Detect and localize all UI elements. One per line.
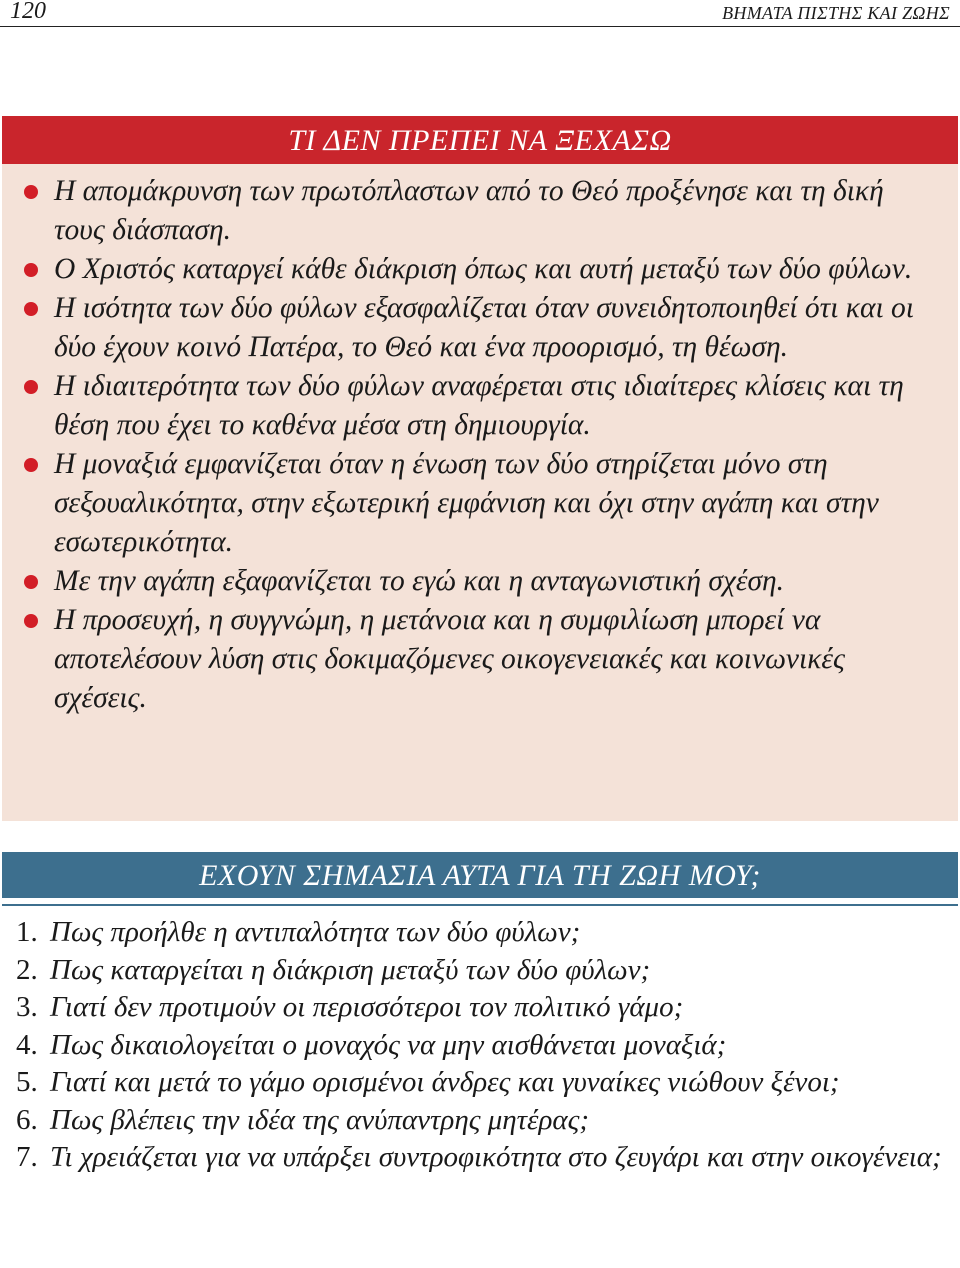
page-number: 120: [10, 0, 46, 24]
remember-item: [2, 289, 958, 367]
question-text: Τι χρειάζεται για να υπάρξει συντροφικότητα στο ζευγάρι και στην οικογένεια;: [50, 1141, 942, 1173]
bullet-dot-icon: [24, 380, 38, 394]
remember-item: [2, 172, 958, 250]
question-number: 6.: [16, 1103, 38, 1136]
question-text: Πως βλέπεις την ιδέα της ανύπαντρης μητέρας;: [50, 1103, 590, 1136]
bullet-dot-icon: [24, 614, 38, 628]
question-item: [0, 989, 960, 1027]
remember-box: [2, 116, 958, 821]
remember-item-text: Η προσευχή, η συγγνώμη, η μετάνοια και η συμφιλίωση μπορεί να αποτελέσουν λύση στις δοκιμαζόμενες οικογενειακές και κοινωνικές σχέσεις.: [54, 604, 845, 714]
bullet-dot-icon: [24, 263, 38, 277]
question-item: [0, 1064, 960, 1102]
questions-title: ΕΧΟΥΝ ΣΗΜΑΣΙΑ ΑΥΤΑ ΓΙΑ ΤΗ ΖΩΗ ΜΟΥ;: [2, 852, 958, 898]
question-number: 1.: [16, 916, 38, 948]
questions-divider: [2, 904, 958, 906]
question-number: 4.: [16, 1028, 38, 1061]
question-text: Πως καταργείται η διάκριση μεταξύ των δύο φύλων;: [50, 953, 651, 986]
question-item: [0, 914, 960, 952]
remember-item: [2, 601, 958, 718]
bullet-dot-icon: [24, 302, 38, 316]
question-number: 2.: [16, 953, 38, 986]
question-text: Πως προήλθε η αντιπαλότητα των δύο φύλων;: [50, 916, 581, 948]
remember-item: [2, 250, 958, 289]
question-text: Γιατί δεν προτιμούν οι περισσότεροι τον πολιτικό γάμο;: [50, 991, 684, 1023]
remember-item-text: Η μοναξιά εμφανίζεται όταν η ένωση των δύο στηρίζεται μόνο στη σεξουαλικότητα, στην εξωτερική εμφάνιση και όχι στην αγάπη και στην εσωτερικότητα.: [54, 448, 879, 558]
question-text: Γιατί και μετά το γάμο ορισμένοι άνδρες και γυναίκες νιώθουν ξένοι;: [50, 1066, 840, 1098]
question-text: Πως δικαιολογείται ο μοναχός να μην αισθάνεται μοναξιά;: [50, 1028, 727, 1061]
question-item: [0, 1102, 960, 1140]
question-number: 5.: [16, 1066, 38, 1098]
remember-title: ΤΙ ΔΕΝ ΠΡΕΠΕΙ ΝΑ ΞΕΧΑΣΩ: [2, 116, 958, 164]
bullet-dot-icon: [24, 458, 38, 472]
questions-list: [0, 914, 960, 1177]
remember-item-text: Η απομάκρυνση των πρωτόπλαστων από το Θεό προξένησε και τη δική τους διάσπαση.: [54, 175, 884, 246]
running-title: ΒΗΜΑΤΑ ΠΙΣΤΗΣ ΚΑΙ ΖΩΗΣ: [722, 3, 950, 23]
remember-item: [2, 445, 958, 562]
question-number: 7.: [16, 1141, 38, 1173]
remember-item-text: Ο Χριστός καταργεί κάθε διάκριση όπως και αυτή μεταξύ των δύο φύλων.: [54, 253, 913, 285]
question-item: [0, 1027, 960, 1065]
remember-item: [2, 367, 958, 445]
question-item: [0, 1139, 960, 1177]
question-number: 3.: [16, 991, 38, 1023]
remember-item-text: Η ισότητα των δύο φύλων εξασφαλίζεται όταν συνειδητοποιηθεί ότι και οι δύο έχουν κοινό Πατέρα, το Θεό και ένα προορισμό, τη θέωση.: [54, 292, 914, 363]
remember-item: [2, 562, 958, 601]
page-header: [0, 0, 960, 27]
bullet-dot-icon: [24, 575, 38, 589]
bullet-dot-icon: [24, 185, 38, 199]
remember-list: [2, 164, 958, 718]
remember-item-text: Με την αγάπη εξαφανίζεται το εγώ και η ανταγωνιστική σχέση.: [54, 565, 785, 597]
remember-item-text: Η ιδιαιτερότητα των δύο φύλων αναφέρεται στις ιδιαίτερες κλίσεις και τη θέση που έχει το καθένα μέσα στη δημιουργία.: [54, 370, 904, 441]
question-item: [0, 952, 960, 990]
